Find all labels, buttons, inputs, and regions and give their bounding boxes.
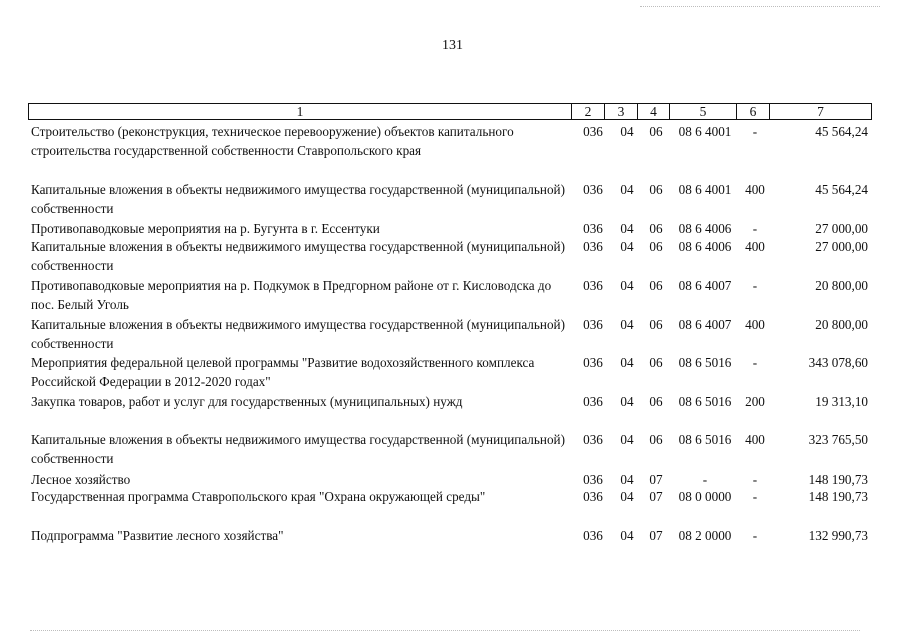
row-col5: - [702,472,708,487]
row-col4: 07 [649,489,663,504]
row-col2: 036 [583,355,603,370]
row-col2: 036 [583,239,603,254]
scan-artifact [640,6,880,8]
row-col5: 08 6 4006 [678,221,732,236]
row-col7: 45 564,24 [815,182,868,197]
table-header [28,103,872,122]
row-col3: 04 [620,355,634,370]
row-col7: 20 800,00 [815,317,868,332]
row-col3: 04 [620,124,634,139]
row-name: Капитальные вложения в объекты недвижимого имущества государственной (муниципальной) собственности [31,239,565,273]
row-name: Строительство (реконструкция, техническое перевооружение) объектов капитального строительства государственной собственности Ставропольского края [31,124,514,158]
row-col2: 036 [583,472,603,487]
row-col6: 200 [745,394,765,409]
row-name: Капитальные вложения в объекты недвижимого имущества государственной (муниципальной) собственности [31,432,565,466]
row-name: Закупка товаров, работ и услуг для государственных (муниципальных) нужд [31,394,463,409]
row-col7: 323 765,50 [808,432,868,447]
row-col4: 06 [649,239,663,254]
row-col6: 400 [745,182,765,197]
row-col3: 04 [620,182,634,197]
row-col3: 04 [620,394,634,409]
row-col2: 036 [583,432,603,447]
row-col6: - [752,489,758,504]
row-col3: 04 [620,472,634,487]
row-col4: 06 [649,124,663,139]
column-header-7: 7 [769,103,872,120]
row-col4: 07 [649,528,663,543]
row-name: Противопаводковые мероприятия на р. Бугунта в г. Ессентуки [31,221,380,236]
row-col2: 036 [583,317,603,332]
row-col2: 036 [583,182,603,197]
scan-artifact [30,630,860,632]
row-col2: 036 [583,528,603,543]
row-col4: 06 [649,317,663,332]
row-col5: 08 6 5016 [678,355,732,370]
row-col3: 04 [620,432,634,447]
row-col5: 08 6 4007 [678,278,732,293]
row-col6: 400 [745,239,765,254]
row-col5: 08 2 0000 [678,528,732,543]
row-col5: 08 0 0000 [678,489,732,504]
row-col6: - [752,278,758,293]
row-name: Государственная программа Ставропольского края "Охрана окружающей среды" [31,489,486,504]
row-col3: 04 [620,489,634,504]
row-col2: 036 [583,278,603,293]
row-col7: 19 313,10 [815,394,868,409]
column-header-5: 5 [669,103,737,120]
row-col4: 06 [649,355,663,370]
row-col3: 04 [620,239,634,254]
row-col5: 08 6 4007 [678,317,732,332]
row-name: Лесное хозяйство [31,472,131,487]
row-col5: 08 6 4006 [678,239,732,254]
row-col7: 148 190,73 [808,472,868,487]
row-col2: 036 [583,221,603,236]
row-col7: 343 078,60 [808,355,868,370]
row-name: Мероприятия федеральной целевой программы "Развитие водохозяйственного комплекса Российской Федерации в 2012-2020 годах" [31,355,535,389]
row-col2: 036 [583,394,603,409]
row-col6: - [752,124,758,139]
column-header-6: 6 [736,103,770,120]
row-col3: 04 [620,278,634,293]
row-name: Противопаводковые мероприятия на р. Подкумок в Предгорном районе от г. Кисловодска до пос. Белый Уголь [31,278,552,312]
row-col3: 04 [620,221,634,236]
row-col2: 036 [583,489,603,504]
row-col5: 08 6 5016 [678,432,732,447]
row-col7: 45 564,24 [815,124,868,139]
column-header-4: 4 [637,103,670,120]
row-col7: 20 800,00 [815,278,868,293]
row-col7: 27 000,00 [815,239,868,254]
row-col4: 06 [649,182,663,197]
row-name: Капитальные вложения в объекты недвижимого имущества государственной (муниципальной) собственности [31,317,565,351]
row-col4: 06 [649,278,663,293]
row-col3: 04 [620,528,634,543]
row-col7: 27 000,00 [815,221,868,236]
row-name: Подпрограмма "Развитие лесного хозяйства" [31,528,284,543]
column-header-1: 1 [28,103,572,120]
row-col7: 148 190,73 [808,489,868,504]
row-col6: - [752,221,758,236]
column-header-3: 3 [604,103,638,120]
row-col4: 06 [649,221,663,236]
row-col4: 06 [649,394,663,409]
row-col4: 06 [649,432,663,447]
row-col6: - [752,528,758,543]
row-col5: 08 6 4001 [678,182,732,197]
row-col6: - [752,472,758,487]
row-col7: 132 990,73 [808,528,868,543]
row-col5: 08 6 5016 [678,394,732,409]
row-col6: - [752,355,758,370]
column-header-2: 2 [571,103,605,120]
row-col5: 08 6 4001 [678,124,732,139]
row-col3: 04 [620,317,634,332]
row-name: Капитальные вложения в объекты недвижимого имущества государственной (муниципальной) собственности [31,182,565,216]
row-col6: 400 [745,432,765,447]
page-number: 131 [442,38,463,53]
row-col6: 400 [745,317,765,332]
row-col2: 036 [583,124,603,139]
row-col4: 07 [649,472,663,487]
